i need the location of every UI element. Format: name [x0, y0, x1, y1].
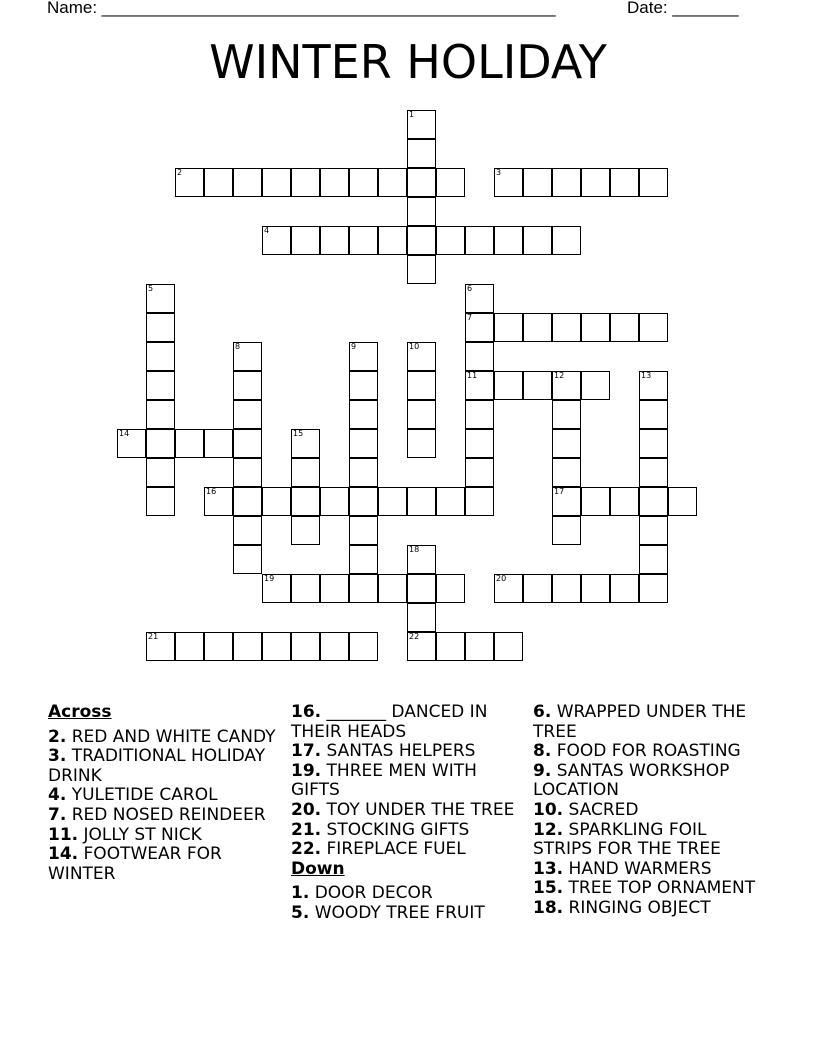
grid-cell[interactable] [233, 429, 262, 458]
grid-cell[interactable] [610, 487, 639, 516]
grid-cell[interactable] [291, 226, 320, 255]
clue-number: 14 [119, 429, 130, 438]
grid-cell[interactable] [146, 400, 175, 429]
grid-cell[interactable] [291, 458, 320, 487]
down-clue: 18. RINGING OBJECT [533, 897, 711, 918]
grid-cell[interactable] [349, 545, 378, 574]
clue-number: 13 [641, 371, 652, 380]
clue-number: 17 [554, 487, 565, 496]
clue-number: 1 [409, 110, 415, 119]
clue-number: 5 [148, 284, 154, 293]
grid-cell[interactable] [552, 226, 581, 255]
grid-cell[interactable] [552, 400, 581, 429]
down-clue: 15. TREE TOP ORNAMENT [533, 878, 756, 899]
grid-cell[interactable] [233, 168, 262, 197]
across-clue: 2. RED AND WHITE CANDY [48, 726, 276, 747]
down-clue: 9. SANTAS WORKSHOP LOCATION [533, 760, 730, 801]
grid-cell[interactable] [581, 313, 610, 342]
grid-cell[interactable] [204, 168, 233, 197]
grid-cell[interactable] [349, 342, 378, 371]
grid-cell[interactable] [407, 574, 436, 603]
down-heading: Down [291, 858, 345, 879]
grid-cell[interactable] [610, 168, 639, 197]
grid-cell[interactable] [146, 429, 175, 458]
grid-cell[interactable] [639, 429, 668, 458]
clues-column-3 [533, 703, 765, 919]
grid-cell[interactable] [291, 487, 320, 516]
grid-cell[interactable] [146, 458, 175, 487]
down-clue: 10. SACRED [533, 799, 639, 820]
clue-number: 6 [467, 284, 473, 293]
grid-cell[interactable] [436, 487, 465, 516]
grid-cell[interactable] [465, 342, 494, 371]
grid-cell[interactable] [465, 458, 494, 487]
grid-cell[interactable] [407, 110, 436, 139]
grid-cell[interactable] [407, 342, 436, 371]
grid-cell[interactable] [552, 429, 581, 458]
grid-cell[interactable] [494, 574, 523, 603]
page-header [47, 0, 747, 20]
grid-cell[interactable] [349, 632, 378, 661]
grid-cell[interactable] [581, 574, 610, 603]
across-clue: 20. TOY UNDER THE TREE [291, 799, 515, 820]
grid-cell[interactable] [349, 516, 378, 545]
grid-cell[interactable] [407, 226, 436, 255]
across-clue: 7. RED NOSED REINDEER [48, 804, 266, 825]
grid-cell[interactable] [407, 255, 436, 284]
grid-cell[interactable] [204, 487, 233, 516]
clue-number: 15 [293, 429, 304, 438]
clue-number: 10 [409, 342, 420, 351]
grid-cell[interactable] [204, 429, 233, 458]
grid-cell[interactable] [639, 313, 668, 342]
grid-cell[interactable] [233, 632, 262, 661]
grid-cell[interactable] [436, 168, 465, 197]
grid-cell[interactable] [349, 458, 378, 487]
across-clue: 19. THREE MEN WITH GIFTS [291, 760, 477, 801]
clue-number: 22 [409, 632, 420, 641]
grid-cell[interactable] [146, 371, 175, 400]
clue-number: 8 [235, 342, 241, 351]
grid-cell[interactable] [465, 371, 494, 400]
grid-cell[interactable] [291, 429, 320, 458]
grid-cell[interactable] [349, 574, 378, 603]
grid-cell[interactable] [494, 313, 523, 342]
clue-number: 11 [467, 371, 478, 380]
grid-cell[interactable] [291, 516, 320, 545]
grid-cell[interactable] [610, 574, 639, 603]
grid-cell[interactable] [523, 168, 552, 197]
clue-number: 4 [264, 226, 270, 235]
clue-number: 19 [264, 574, 275, 583]
grid-cell[interactable] [407, 139, 436, 168]
name-field[interactable]: Name: ________________________________________________ [47, 0, 556, 17]
down-clue: 8. FOOD FOR ROASTING [533, 741, 741, 762]
grid-cell[interactable] [175, 168, 204, 197]
across-clue: 22. FIREPLACE FUEL [291, 839, 466, 860]
grid-cell[interactable] [320, 632, 349, 661]
grid-cell[interactable] [407, 371, 436, 400]
clues-column-2 [291, 703, 523, 924]
grid-cell[interactable] [552, 458, 581, 487]
clue-number: 12 [554, 371, 565, 380]
across-clue: 4. YULETIDE CAROL [48, 785, 218, 806]
grid-cell[interactable] [407, 400, 436, 429]
grid-cell[interactable] [378, 226, 407, 255]
grid-cell[interactable] [407, 545, 436, 574]
grid-cell[interactable] [349, 429, 378, 458]
grid-cell[interactable] [320, 487, 349, 516]
grid-cell[interactable] [262, 632, 291, 661]
down-clue: 6. WRAPPED UNDER THE TREE [533, 702, 747, 742]
grid-cell[interactable] [639, 545, 668, 574]
grid-cell[interactable] [378, 487, 407, 516]
down-clue: 13. HAND WARMERS [533, 858, 712, 879]
grid-cell[interactable] [465, 487, 494, 516]
grid-cell[interactable] [465, 226, 494, 255]
down-clue: 12. SPARKLING FOIL STRIPS FOR THE TREE [533, 819, 721, 860]
across-clue: 11. JOLLY ST NICK [48, 824, 202, 845]
grid-cell[interactable] [610, 313, 639, 342]
grid-cell[interactable] [320, 168, 349, 197]
grid-cell[interactable] [146, 632, 175, 661]
grid-cell[interactable] [233, 400, 262, 429]
grid-cell[interactable] [349, 487, 378, 516]
across-clue: 14. FOOTWEAR FOR WINTER [48, 844, 222, 884]
grid-cell[interactable] [146, 487, 175, 516]
grid-cell[interactable] [407, 632, 436, 661]
grid-cell[interactable] [146, 342, 175, 371]
grid-cell[interactable] [320, 574, 349, 603]
grid-cell[interactable] [407, 197, 436, 226]
grid-cell[interactable] [349, 226, 378, 255]
grid-cell[interactable] [407, 603, 436, 632]
grid-cell[interactable] [291, 574, 320, 603]
grid-cell[interactable] [465, 284, 494, 313]
grid-cell[interactable] [523, 313, 552, 342]
grid-cell[interactable] [581, 168, 610, 197]
down-clue: 5. WOODY TREE FRUIT [291, 902, 485, 923]
grid-cell[interactable] [523, 371, 552, 400]
grid-cell[interactable] [378, 574, 407, 603]
grid-cell[interactable] [639, 371, 668, 400]
grid-cell[interactable] [523, 226, 552, 255]
grid-cell[interactable] [175, 429, 204, 458]
grid-cell[interactable] [262, 168, 291, 197]
grid-cell[interactable] [465, 632, 494, 661]
grid-cell[interactable] [262, 574, 291, 603]
grid-cell[interactable] [233, 516, 262, 545]
grid-cell[interactable] [349, 371, 378, 400]
grid-cell[interactable] [407, 429, 436, 458]
grid-cell[interactable] [233, 545, 262, 574]
grid-cell[interactable] [175, 632, 204, 661]
clue-number: 16 [206, 487, 217, 496]
clue-number: 7 [467, 313, 473, 322]
grid-cell[interactable] [639, 168, 668, 197]
across-clue: 3. TRADITIONAL HOLIDAY DRINK [48, 746, 266, 786]
grid-cell[interactable] [349, 400, 378, 429]
grid-cell[interactable] [262, 487, 291, 516]
page-title: WINTER HOLIDAY [209, 35, 607, 89]
grid-cell[interactable] [320, 226, 349, 255]
grid-cell[interactable] [494, 226, 523, 255]
clue-number: 9 [351, 342, 357, 351]
grid-cell[interactable] [233, 487, 262, 516]
clue-number: 20 [496, 574, 507, 583]
grid-cell[interactable] [407, 168, 436, 197]
clue-number: 3 [496, 168, 502, 177]
grid-cell[interactable] [639, 400, 668, 429]
grid-cell[interactable] [639, 574, 668, 603]
grid-cell[interactable] [552, 313, 581, 342]
grid-cell[interactable] [146, 284, 175, 313]
grid-cell[interactable] [465, 429, 494, 458]
grid-cell[interactable] [668, 487, 697, 516]
grid-cell[interactable] [494, 632, 523, 661]
across-clue: 17. SANTAS HELPERS [291, 741, 476, 762]
grid-cell[interactable] [494, 168, 523, 197]
grid-cell[interactable] [465, 313, 494, 342]
grid-cell[interactable] [233, 342, 262, 371]
grid-cell[interactable] [639, 487, 668, 516]
grid-cell[interactable] [465, 400, 494, 429]
grid-cell[interactable] [204, 632, 233, 661]
grid-cell[interactable] [436, 632, 465, 661]
grid-cell[interactable] [233, 371, 262, 400]
grid-cell[interactable] [552, 487, 581, 516]
down-clue: 1. DOOR DECOR [291, 883, 433, 904]
grid-cell[interactable] [407, 487, 436, 516]
grid-cell[interactable] [436, 574, 465, 603]
grid-cell[interactable] [552, 371, 581, 400]
grid-cell[interactable] [523, 574, 552, 603]
clue-number: 21 [148, 632, 159, 641]
grid-cell[interactable] [291, 632, 320, 661]
grid-cell[interactable] [349, 168, 378, 197]
grid-cell[interactable] [378, 168, 407, 197]
across-clue: 16. _______ DANCED IN THEIR HEADS [291, 702, 488, 742]
grid-cell[interactable] [262, 226, 291, 255]
grid-cell[interactable] [291, 168, 320, 197]
clue-number: 18 [409, 545, 420, 554]
grid-cell[interactable] [552, 516, 581, 545]
across-clue: 21. STOCKING GIFTS [291, 819, 470, 840]
date-field[interactable]: Date: _______ [627, 0, 739, 17]
grid-cell[interactable] [233, 458, 262, 487]
grid-cell[interactable] [117, 429, 146, 458]
clues-column-1 [48, 703, 280, 884]
grid-cell[interactable] [494, 371, 523, 400]
grid-cell[interactable] [146, 313, 175, 342]
grid-cell[interactable] [552, 168, 581, 197]
grid-cell[interactable] [639, 516, 668, 545]
across-heading: Across [48, 702, 112, 722]
grid-cell[interactable] [581, 487, 610, 516]
grid-cell[interactable] [552, 574, 581, 603]
grid-cell[interactable] [581, 371, 610, 400]
grid-cell[interactable] [436, 226, 465, 255]
grid-cell[interactable] [639, 458, 668, 487]
clue-number: 2 [177, 168, 183, 177]
